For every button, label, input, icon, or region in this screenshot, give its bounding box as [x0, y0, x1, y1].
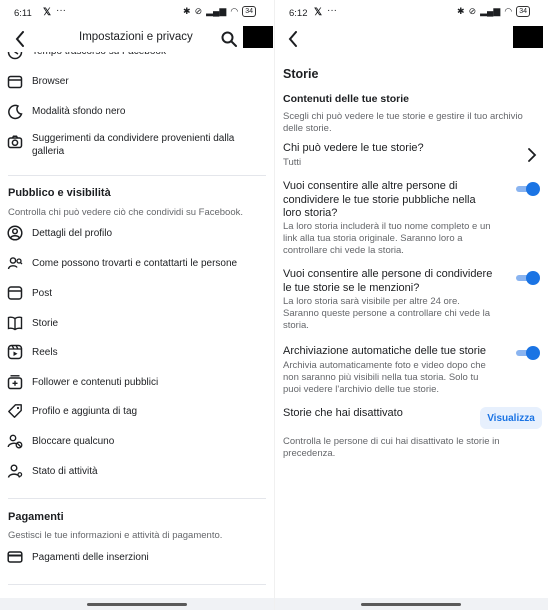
- chevron-left-icon: [288, 31, 298, 47]
- menu-item-label: Suggerimenti da condividere provenienti dalla galleria: [32, 133, 235, 157]
- menu-item-label: Post: [32, 288, 53, 299]
- back-button[interactable]: [283, 28, 303, 50]
- share-mentions-toggle[interactable]: [516, 272, 538, 284]
- menu-item-stories[interactable]: [0, 315, 274, 333]
- menu-item-dark-mode[interactable]: [0, 104, 274, 122]
- auto-archive-toggle[interactable]: [516, 347, 538, 359]
- menu-item-gallery-suggestions[interactable]: [0, 133, 274, 161]
- menu-item-label: Stato di attività: [32, 466, 98, 477]
- mute-icon: ⊘: [194, 6, 203, 16]
- signal-icon: ▂▄▆: [206, 6, 227, 16]
- muted-stories-title: Storie che hai disattivato: [283, 407, 403, 419]
- bluetooth-icon: ✱: [183, 6, 191, 16]
- view-muted-button[interactable]: Visualizza: [480, 407, 542, 429]
- block-user-icon: [7, 433, 23, 449]
- menu-item-label: Come possono trovarti e contattarti le persone: [32, 258, 238, 269]
- page-title: Impostazioni e privacy: [79, 31, 193, 43]
- browser-icon: [7, 74, 23, 90]
- content-subtitle: Scegli chi può vedere le tue storie e gestire il tuo archivio delle storie.: [283, 111, 523, 134]
- status-time: 6:11: [14, 8, 32, 19]
- toggle-knob: [526, 182, 540, 196]
- status-icons: [183, 6, 256, 17]
- more-notifications-icon: ···: [56, 5, 66, 16]
- activity-status-icon: [7, 463, 23, 479]
- redacted-box: [243, 26, 273, 48]
- setting-title: Archiviazione automatiche delle tue storie: [283, 345, 487, 357]
- bluetooth-icon: ✱: [457, 6, 465, 16]
- chevron-right-icon: [526, 148, 538, 162]
- search-button[interactable]: [218, 28, 240, 50]
- menu-item-ad-payments[interactable]: [0, 549, 274, 567]
- section-title-public: Pubblico e visibilità: [8, 187, 111, 199]
- menu-item-label: Browser: [32, 76, 69, 87]
- search-icon: [221, 31, 237, 47]
- book-icon: [7, 315, 23, 331]
- status-bar: [275, 0, 548, 26]
- content-heading: Contenuti delle tue storie: [283, 93, 410, 105]
- toggle-knob: [526, 346, 540, 360]
- divider: [8, 175, 266, 176]
- muted-stories-description: Controlla le persone di cui hai disattivato le storie in precedenza.: [283, 436, 500, 459]
- menu-item-label: Storie: [32, 318, 59, 329]
- status-icons: [457, 6, 530, 17]
- menu-item-reels[interactable]: [0, 344, 274, 362]
- redacted-box: [513, 26, 543, 48]
- camera-icon: [7, 134, 23, 150]
- who-can-see-title: Chi può vedere le tue storie?: [283, 142, 424, 154]
- wifi-icon: ◠: [504, 6, 513, 16]
- more-notifications-icon: ···: [327, 5, 337, 16]
- toggle-knob: [526, 271, 540, 285]
- follower-icon: [7, 374, 23, 390]
- stories-settings-screen: [274, 0, 548, 610]
- page-title: Storie: [283, 67, 319, 81]
- home-indicator[interactable]: [361, 603, 461, 606]
- who-can-see-value: Tutti: [283, 157, 302, 168]
- section-title-payments: Pagamenti: [8, 511, 64, 523]
- section-subtitle-payments: Gestisci le tue informazioni e attività di pagamento.: [8, 530, 223, 541]
- battery-icon: 34: [242, 6, 256, 17]
- menu-item-post[interactable]: [0, 285, 274, 303]
- header: [0, 26, 274, 52]
- profile-circle-icon: [7, 225, 23, 241]
- status-time: 6:12: [289, 8, 308, 19]
- battery-icon: 34: [516, 6, 530, 17]
- setting-description: La loro storia sarà visibile per altre 24 ore. Saranno queste persone a controllare chi vede la storia.: [283, 296, 491, 331]
- system-nav-bar: [0, 598, 274, 610]
- tag-icon: [7, 403, 23, 419]
- setting-title: Vuoi consentire alle persone di condividere le tue storie se le menzioni?: [283, 268, 493, 294]
- system-nav-bar: [275, 598, 548, 610]
- menu-item-block[interactable]: [0, 433, 274, 451]
- menu-item-activity-status[interactable]: [0, 463, 274, 481]
- menu-item-browser[interactable]: [0, 74, 274, 92]
- menu-item-profile-details[interactable]: [0, 225, 274, 243]
- share-mentions-setting: [275, 266, 548, 336]
- section-subtitle-public: Controlla chi può vedere ciò che condividi su Facebook.: [8, 207, 243, 218]
- x-app-icon: 𝕏: [314, 7, 323, 18]
- menu-item-followers[interactable]: [0, 374, 274, 392]
- chevron-left-icon: [15, 31, 25, 47]
- setting-description: Archivia automaticamente foto e video dopo che non saranno più visibili nella tua storia. Solo tu puoi vedere l'archivio delle tue storie.: [283, 360, 486, 395]
- menu-item-find-contact[interactable]: [0, 255, 274, 273]
- share-public-stories-toggle[interactable]: [516, 183, 538, 195]
- x-app-icon: 𝕏: [43, 7, 52, 18]
- moon-icon: [7, 104, 23, 120]
- status-bar: [0, 0, 274, 26]
- menu-item-label: Reels: [32, 347, 58, 358]
- menu-item-label: Modalità sfondo nero: [32, 106, 126, 117]
- setting-description: La loro storia includerà il tuo nome completo e un link alla tua storia originale. Saranno loro a controllare chi vede la storia.: [283, 221, 491, 256]
- post-icon: [7, 285, 23, 301]
- header: [275, 26, 548, 52]
- setting-title: Vuoi consentire alle altre persone di condividere le tue storie pubbliche nella loro storia?: [283, 180, 476, 219]
- card-icon: [7, 549, 23, 565]
- back-button[interactable]: [10, 28, 30, 50]
- who-can-see-row[interactable]: [275, 140, 548, 170]
- divider: [8, 498, 266, 499]
- home-indicator[interactable]: [87, 603, 187, 606]
- signal-icon: ▂▄▆: [480, 6, 501, 16]
- reels-icon: [7, 344, 23, 360]
- share-public-stories-setting: [275, 178, 548, 260]
- menu-item-label: Follower e contenuti pubblici: [32, 377, 159, 388]
- menu-item-label: Profilo e aggiunta di tag: [32, 406, 138, 417]
- menu-item-label: Bloccare qualcuno: [32, 436, 115, 447]
- mute-icon: ⊘: [468, 6, 477, 16]
- wifi-icon: ◠: [230, 6, 239, 16]
- auto-archive-setting: [275, 343, 548, 399]
- menu-item-label: Pagamenti delle inserzioni: [32, 552, 149, 563]
- menu-item-label: Dettagli del profilo: [32, 228, 113, 239]
- person-search-icon: [7, 255, 23, 271]
- divider: [8, 584, 266, 585]
- menu-item-profile-tagging[interactable]: [0, 403, 274, 421]
